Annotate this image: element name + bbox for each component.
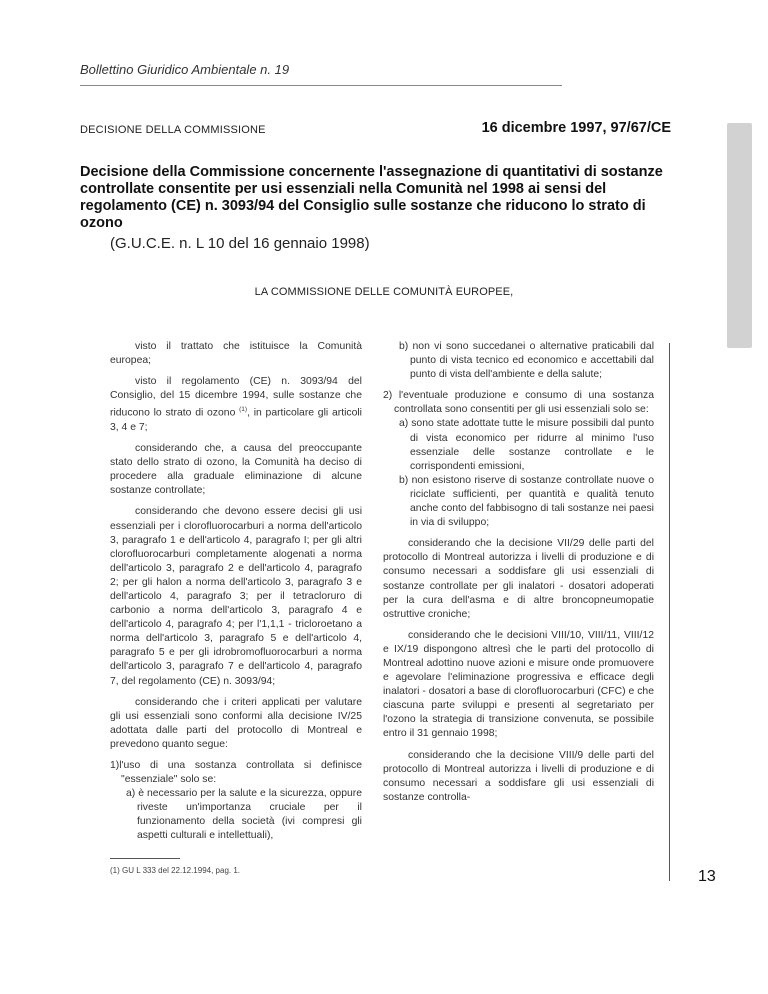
list-subitem: a) è necessario per la salute e la sicurezza, oppure riveste un'importanza cruciale per il funzionamento della società (ivi compresi gli aspetti culturali e intellettuali), — [126, 788, 362, 842]
paragraph: considerando che la decisione VIII/9 delle parti del protocollo di Montreal autorizza i livelli di produzione e di consumo necessari a soddisfare gli usi essenziali di sostanze controlla- — [383, 749, 654, 803]
paragraph: considerando che la decisione VII/29 delle parti del protocollo di Montreal autorizza i livelli di produzione e di consumo necessari a soddisfare gli usi essenziali di sostanze controllate per gli inalatori - dosatori adoperati per la cura dell'asma e di altre broncopneumopatie ostruttive croniche; — [383, 538, 654, 620]
decision-date-reference: 16 dicembre 1997, 97/67/CE — [481, 120, 671, 136]
column-rule — [669, 343, 670, 881]
paragraph: considerando che devono essere decisi gli usi essenziali per i clorofluorocarburi a norma dell'articolo 3, paragrafo 1 e dell'articolo 4, paragrafo I; per gli altri clorofluorocarburi completamente alogenati a norma dell'articolo 3, paragrafo 2 e dell'articolo 4, paragrafo 2; per gli halon a norma dell'articolo 3, paragrafo 3 e dell'articolo 4, paragrafo 3; per il tetracloruro di carbonio a norma dell'articolo 3, paragrafo 4 e dell'articolo 4, paragrafo 4; per l'1,1,1 - tricloroetano a norma dell'articolo 3, paragrafo 5 e dell'articolo 4, paragrafo 5 e per gli idrobromofluorocarburi a norma dell'articolo 3, paragrafo 7 e dell'articolo 4, paragrafo 7, del regolamento (CE) n. 3093/94; — [110, 506, 362, 687]
paragraph: considerando che le decisioni VIII/10, VIII/11, VIII/12 e IX/19 dispongono altresì che le parti del protocollo di Montreal adottino nuove azioni e misure onde promuovere e agevolare l'eliminazione progressiva e efficace degli inalatori - dosatori a base di clorofluorocarburi (CFC) e che ciascuna parte sviluppi e presenti al segretariato per l'ozono la strategia di transizione convenuta, se possibile entro il 31 gennaio 1998; — [383, 629, 654, 740]
right-column — [383, 340, 654, 812]
paragraph: considerando che, a causa del preoccupante stato dello strato di ozono, la Comunità ha deciso di procedere alla graduale eliminazione di alcune sostanze controllate; — [110, 443, 362, 497]
list-subitem: b) non vi sono succedanei o alternative praticabili dal punto di vista tecnico ed economico e accettabili dal punto di vista dell'ambiente e della salute; — [399, 341, 654, 381]
list-subitem: a) sono state adottate tutte le misure possibili dal punto di vista economico per ridurre al minimo l'uso essenziale delle sostanze controllate e le corrispondenti emissioni, — [399, 418, 654, 472]
paragraph: considerando che i criteri applicati per valutare gli usi essenziali sono conformi alla decisione IV/25 adottata dalle parti del protocollo di Montreal e prevedono quanto segue: — [110, 696, 362, 750]
page-edge-tab — [727, 123, 752, 348]
paragraph-text: , in particolare gli articoli 3, 4 e 7; — [110, 407, 362, 433]
list-subitem: b) non esistono riserve di sostanze controllate nuove o riciclate sufficienti, per quantità e qualità tenuto anche conto del fabbisogno di tali sostanze nei paesi in via di sviluppo; — [399, 474, 654, 529]
footnote-rule — [110, 858, 180, 859]
paragraph-text: visto il regolamento (CE) n. 3093/94 del Consiglio, del 15 dicembre 1994, sulle sostanze che riducono lo strato di ozono — [110, 376, 362, 419]
journal-title: Bollettino Giuridico Ambientale n. 19 — [80, 62, 290, 77]
list-item: 1)l'uso di una sostanza controllata si definisce "essenziale" solo se: — [110, 760, 362, 786]
list-item: 2) l'eventuale produzione e consumo di una sostanza controllata sono consentiti per gli usi essenziali solo se: — [383, 390, 654, 416]
commission-heading: LA COMMISSIONE DELLE COMUNITÀ EUROPEE, — [254, 286, 514, 298]
gazette-reference: (G.U.C.E. n. L 10 del 16 gennaio 1998) — [110, 235, 370, 252]
paragraph — [110, 375, 362, 435]
page-number: 13 — [698, 868, 716, 885]
section-label: DECISIONE DELLA COMMISSIONE — [80, 124, 266, 136]
left-column — [110, 340, 362, 844]
footnote-marker: (1) — [239, 406, 248, 414]
header-rule — [80, 85, 562, 86]
footnote: (1) GU L 333 del 22.12.1994, pag. 1. — [110, 866, 241, 875]
document-title: Decisione della Commissione concernente l'assegnazione di quantitativi di sostanze controllate consentite per usi essenziali nella Comunità nel 1998 ai sensi del regolamento (CE) n. 3093/94 del Consiglio sulle sostanze che riducono lo strato di ozono — [80, 164, 663, 231]
paragraph: visto il trattato che istituisce la Comunità europea; — [110, 341, 362, 367]
